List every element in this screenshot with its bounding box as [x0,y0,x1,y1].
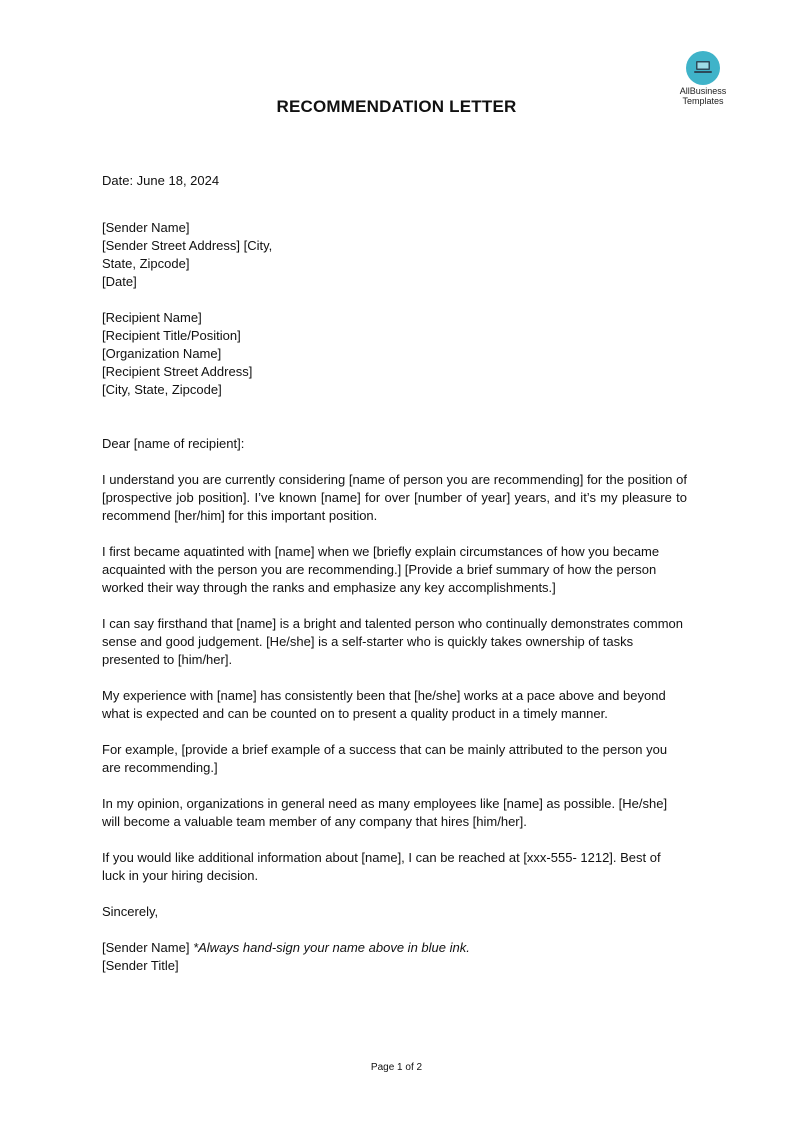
salutation: Dear [name of recipient]: [102,436,245,451]
sender-address-line1: [Sender Street Address] [City, [102,238,273,253]
signature-note: *Always hand-sign your name above in blue ink. [193,940,470,955]
paragraph-2: I first became aquatinted with [name] when we [briefly explain circumstances of how you became acquainted with the person you are recommending.] [Provide a brief summary of how the person worked their way through the ranks and emphasize any key accomplishments.] [102,544,660,595]
paragraph-3: I can say firsthand that [name] is a bright and talented person who continually demonstrates common sense and good judgement. [He/she] is a self-starter who is quickly takes ownership of tasks presented to [him/her]. [102,616,683,667]
recipient-name: [Recipient Name] [102,310,202,325]
logo-text-line2: Templates [682,96,724,106]
sender-date: [Date] [102,274,137,289]
paragraph-5: For example, [provide a brief example of a success that can be mainly attributed to the person you are recommending.] [102,742,668,775]
signature-name: [Sender Name] [102,940,190,955]
paragraph-1: I understand you are currently considering [name of person you are recommending] for the position of [prospective job position]. I’ve known [name] for over [number of year] years, and it’s my pleasure to recommend [her/him] for this important position. [102,472,687,523]
letter-date: Date: June 18, 2024 [102,173,220,188]
paragraph-6: In my opinion, organizations in general need as many employees like [name] as possible. [He/she] will become a valuable team member of any company that hires [him/her]. [102,796,668,829]
letter-body [102,172,687,975]
logo-text-line1: AllBusiness [679,86,727,96]
signature-line [102,939,687,957]
page-number: Page 1 of 2 [370,1062,423,1073]
paragraph-4: My experience with [name] has consistently been that [he/she] works at a pace above and beyond what is expected and can be counted on to present a quality product in a timely manner. [102,688,666,721]
recipient-city: [City, State, Zipcode] [102,382,222,397]
sender-address-line2: State, Zipcode] [102,256,190,271]
document-title: RECOMMENDATION LETTER [276,97,517,116]
recipient-title: [Recipient Title/Position] [102,328,241,343]
sender-name: [Sender Name] [102,220,190,235]
recipient-street: [Recipient Street Address] [102,364,253,379]
paragraph-7: If you would like additional information about [name], I can be reached at [xxx-555- 1212]. Best of luck in your hiring decision. [102,850,661,883]
recipient-organization: [Organization Name] [102,346,222,361]
signature-title: [Sender Title] [102,958,179,973]
laptop-icon [686,51,720,85]
closing: Sincerely, [102,904,159,919]
